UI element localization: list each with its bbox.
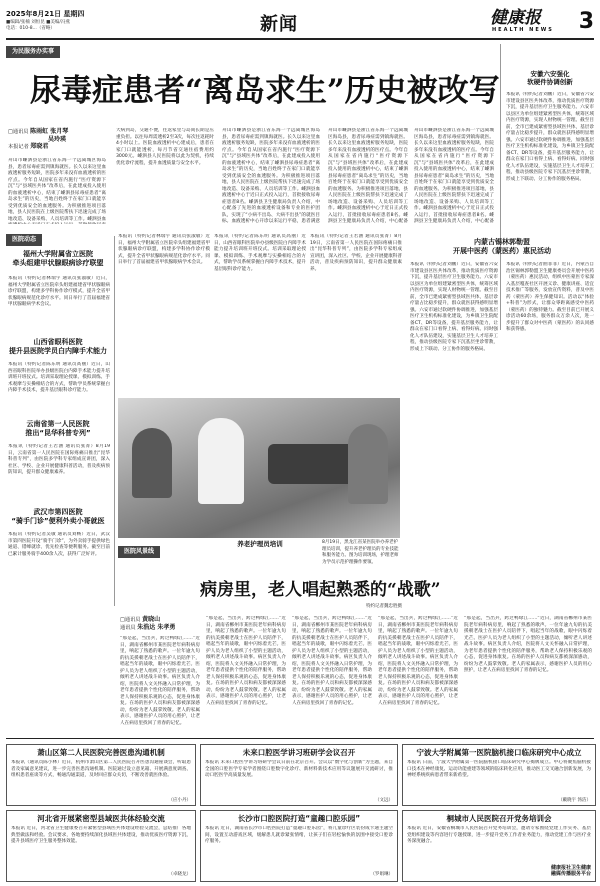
brief-6-title: 桐城市人民医院召开党务培训会 <box>446 814 552 823</box>
bottom-rule <box>6 738 594 739</box>
news-item-1-body: 本报讯（特约记者林瑞宇 通讯员张淑敏）近日，福州大学附属省立医院牵头组建福建省甲状腺眼病诊疗联盟，构建多学科协作诊疗模式，提升全省甲状腺眼病规范化诊疗水平。同日举行了首届福建省甲状腺眼病学术会议。 <box>8 276 110 308</box>
news-item-2-body: 本报讯（特约记者陈东明 通讯员高丽）近日，山西省眼科医院举办县级医院白内障手术能力提升培训班开班仪式。培训采取理论授课、模拟训练、手术观摩与实操相结合的方式，帮助学员系统掌握白内障手术技术，提升基层眼科诊疗能力。 <box>8 362 110 394</box>
footer-logo-line-1: 健康报社卫生健康 <box>550 864 591 871</box>
section-tag-feature: 医院风景线 <box>118 546 160 558</box>
news-item-3-title-2: 推出“昆华科普专列” <box>25 428 91 437</box>
brief-5-credit: （罗娟琳） <box>370 872 393 878</box>
reporter-label: 本报记者 <box>8 144 29 150</box>
news-item-4-body: 本报讯（特约记者吴敏 通讯员刘畅）近日，武汉市第四医院开设“骑手门诊”，为外卖骑手提供绿色通道、错峰就诊、优先检查等便利服务。截至目前已累计服务骑手400余人次，获得广泛好评。 <box>8 532 110 557</box>
brief-2-credit: （文远） <box>375 798 393 804</box>
reporter-name: 郑晓君 <box>30 143 49 150</box>
news-item-4-title <box>6 508 110 526</box>
brief-4-title: 河北省开展紧密型县域医共体经验交流 <box>37 814 165 823</box>
news-item-3-title <box>6 420 110 438</box>
section-tag-hospital-news: 医院动态 <box>6 234 42 246</box>
photo-figure-3 <box>268 444 358 484</box>
news-item-2-title-1: 山西省眼科医院 <box>33 338 83 346</box>
brief-3-title: 宁波大学附属第一医院脑机接口临床研究中心成立 <box>416 748 582 757</box>
brief-2-body: 本报讯 未来口腔医学讲习班研学会议日前在北京召开。会议以“数字化与创新”为主题，来自全国的口腔医学专家学者围绕口腔数字化诊疗、新材料新技术应用等议题展开交流研讨，推动口腔医学高质量发展。 <box>205 760 393 779</box>
phone-line: 电话：010-8...（省略） <box>6 26 55 31</box>
section-tag-service: 为民服务办实事 <box>6 46 60 58</box>
feature-body-2: “那是起，当出兵，跨过鸭绿江……”近日，湖南省郴州市某医院老年病科病房里，响起了熟悉的歌声。一位年逾九旬的抗美援朝老战士在医护人员陪伴下，唱起当年的战歌，眼中闪烁着光芒。医护人员为老人组织了小型的主题活动，倾听老人讲述战斗故事。病区负责人介绍，医院将人文关怀融入日常护理，为老年患者提供个性化的陪伴服务，帮助老人保持积极乐观的心态，促进身体康复。在场的医护人员和病友都被深深感动，纷纷为老人鼓掌致敬。老人的家属表示，感谢医护人员的用心照护，让老人在病房里找回了青春的记忆。 <box>206 616 286 706</box>
photo-label: 养老护理员培训 <box>237 540 283 548</box>
right-middle-body-1: 本报讯（特约记者刘鹏）近日，安徽省六安市建设县区医共体改革，推动优质医疗资源下沉，提升基层医疗卫生服务能力。六安市以县区为单位组建紧密型医共体，统筹区域内医疗资源，实现人财物统一管理。截至目前，全市已建成紧密型县域医共体，基层诊疗量占比稳步提升，群众就医获得感明显增强。六安市通过软硬件协调推进，加强基层医疗卫生机构标准化建设，为乡镇卫生院配备CT、DR等设备，提升基层服务能力，让群众在家门口看得上病、看得好病。同时强化人才队伍建设，实施基层卫生人才培养工程，推动县级医院专家下沉基层坐诊带教，形成上下联动、分工协作的服务格局。 <box>410 262 498 352</box>
right-middle-title-1: 内蒙古锡林郭勒盟 <box>474 238 530 246</box>
header-rule <box>6 38 594 40</box>
footer-logo <box>551 865 591 878</box>
brief-5-body: 本报讯 近日，湖南省长沙市口腔医院打造“童趣口腔乐园”，将儿童诊疗区装扮成卡通主题空间，设置互动游戏区域，缓解患儿就诊紧张情绪，让孩子们在轻松愉快的氛围中接受口腔诊疗服务。 <box>205 826 393 845</box>
feature-byline-label-2: 通讯员 <box>120 624 136 631</box>
lead-body-col5: 舟山市嵊泗县是浙江省东海一个远离城区海岛县，患者尿毒症需到镇海就医。长久以来这里血液透析服务短缺，医院多年来没有血液透析的医疗点。今年自从国家在省内施行“医疗资源下沉”与“县域医共体”改革后，在此建成投入使用的血液透析中心，结束了嵊泗县尿毒症患者“离岛求生”的历史，当地百姓终于在家门口就能享受到优质安全的血透服务。为积极推进项目落地，县人民医院在上级医院帮扶下迅速完成了场地改造、设备采购、人员培训等工作。嵊泗县血液透析中心于近日正式投入运行，首批接收尿毒症患者8名。嵊泗县卫生健康局负责人介绍，中心配备 <box>414 128 494 224</box>
lead-body-col3: 舟山市嵊泗县是浙江省东海一个远离城区海岛县，患者尿毒症需到镇海就医。长久以来这里血液透析服务短缺，医院多年来没有血液透析的医疗点。今年自从国家在省内施行“医疗资源下沉”与“县域医共体”改革后，在此建成投入使用的血液透析中心，结束了嵊泗县尿毒症患者“离岛求生”的历史，当地百姓终于在家门口就能享受到优质安全的血透服务。为积极推进项目落地，县人民医院在上级医院帮扶下迅速完成了场地改造、设备采购、人员培训等工作。嵊泗县血液透析中心于近日正式投入运行，首批接收尿毒症患者8名。嵊泗县卫生健康局负责人介绍，中心配备了先进的血液透析设备和专业的医护团队，实现了“小病不出岛、大病不出县”的就医目标。血液透析中心开诊以来运行平稳，患者满意 <box>222 128 320 224</box>
feature-body-5: “那是起，当出兵，跨过鸭绿江……”近日，湖南省郴州市某医院老年病科病房里，响起了熟悉的歌声。一位年逾九旬的抗美援朝老战士在医护人员陪伴下，唱起当年的战歌，眼中闪烁着光芒。医护人员为老人组织了小型的主题活动，倾听老人讲述战斗故事。病区负责人介绍，医院将人文关怀融入日常护理，为老年患者提供个性化的陪伴服务，帮助老人保持积极乐观的心态，促进身体康复。在场的医护人员和病友都被深深感动，纷纷为老人鼓掌致敬。老人的家属表示，感谢医护人员的用心照护，让老人在病房里找回了青春的记忆。 <box>464 616 592 674</box>
footer-logo-line-2: 融媒传播服务平台 <box>550 870 591 877</box>
brief-box-1 <box>6 744 196 806</box>
byline-names-2: 吴玲瑛 <box>48 135 67 143</box>
lead-body-col2: 大病到岛，交通不便，往返家里与岛间长期是压重负担。以往每周需透析2至3次，每次往返耗时4小时以上。医院血液透析中心建成后，患者在家门口就能透析，每月节省交通住宿费用约3000元。嵊泗县人民医院将以此为契机，持续优化诊疗流程，提升血透质量与安全水平。 <box>116 128 214 166</box>
brief-box-4 <box>6 810 196 882</box>
brief-box-5 <box>200 810 398 882</box>
hospital-news-continued-2: 本报讯（特约记者陈东明 通讯员高丽）近日，山西省眼科医院举办县级医院白内障手术能力提升培训班开班仪式。培训采取理论授课、模拟训练、手术观摩与实操相结合的方式，帮助学员系统掌握白内障手术技术，提升基层眼科诊疗能力。 <box>214 234 306 272</box>
news-item-1-title-1: 福州大学附属省立医院 <box>23 250 93 258</box>
photo-caption: 8月19日，黑龙江省某医院举办养老护理员培训，提升养老护理员的专业技能和服务能力。图为培训现场，护理老师为学员示范护理操作要领。 <box>322 540 399 565</box>
right-top-title <box>506 70 594 86</box>
right-top-title-2: 软硬件协调创新 <box>527 78 573 87</box>
feature-byline-names-2: 朱浩达 朱孝勇 <box>137 623 176 631</box>
news-item-3-body: 本报讯（特约记者王若涵 通讯员张菁）8月19日，云南省第一人民医院在国际疼痛日推出“昆华科普专列”，由医院多学科专家组成宣讲团，深入社区、学校、企业开展健康科普活动，普及疾病预防知识，提升群众健康素养。 <box>8 444 110 476</box>
feature-headline: 病房里，老人唱起熟悉的“战歌” <box>200 580 441 600</box>
brief-3-credit: （戴晓宇 汤洁） <box>558 798 591 804</box>
byline-names: 陈雨虹 张月琴 <box>30 128 69 135</box>
feature-byline-names: 黄晓山 <box>142 616 161 623</box>
brief-6-body: 本报讯 近日，安徽省桐城市人民医院召开党务培训会，邀请专家围绕党建工作实务、基层党组织建设等内容进行专题授课，进一步提升党务工作者业务能力，推动党建工作与医疗业务深度融合。 <box>407 826 591 845</box>
news-item-4-title-1: 武汉市第四医院 <box>33 508 83 516</box>
news-item-4-title-2: “骑手门诊”便利外卖小哥就医 <box>11 516 105 525</box>
photo-figure-1 <box>132 428 172 498</box>
training-photo <box>118 398 400 538</box>
issue-date: 2025年8月21日 星期四 <box>6 10 85 18</box>
feature-body-4: “那是起，当出兵，跨过鸭绿江……”近日，湖南省郴州市某医院老年病科病房里，响起了熟悉的歌声。一位年逾九旬的抗美援朝老战士在医护人员陪伴下，唱起当年的战歌，眼中闪烁着光芒。医护人员为老人组织了小型的主题活动，倾听老人讲述战斗故事。病区负责人介绍，医院将人文关怀融入日常护理，为老年患者提供个性化的陪伴服务，帮助老人保持积极乐观的心态，促进身体康复。在场的医护人员和病友都被深深感动，纷纷为老人鼓掌致敬。老人的家属表示，感谢医护人员的用心照护，让老人在病房里找回了青春的记忆。 <box>378 616 458 706</box>
right-middle-body-2: 本报讯（特约记者曲菲菲）近日，内蒙古自治区锡林郭勒盟卫生健康委员会开展中医药（蒙医药）惠民活动，组织中医蒙医专家深入基层嘎查社区开展义诊、健康讲座、适宜技术推广等服务，发放宣传资料，普及中医药（蒙医药）养生保健知识。活动以“体验+科普”为形式，让群众零距离感受中医药（蒙医药）的独特魅力。截至目前已开展义诊活动60余场，服务群众万余人次，进一步提升了群众对中医药（蒙医药）的认同感和获得感。 <box>506 262 594 333</box>
news-item-3-title-1: 云南省第一人民医院 <box>26 420 90 428</box>
column-divider <box>500 44 501 330</box>
brief-2-title: 未来口腔医学讲习班研学会议召开 <box>242 748 356 757</box>
brief-box-3 <box>402 744 596 806</box>
brief-box-6 <box>402 810 596 882</box>
section-title: 新闻 <box>260 14 298 35</box>
news-item-1-title-2: 牵头组建甲状腺眼病诊疗联盟 <box>12 258 104 267</box>
brief-1-credit: （应小丹） <box>168 798 191 804</box>
feature-body-3: “那是起，当出兵，跨过鸭绿江……”近日，湖南省郴州市某医院老年病科病房里，响起了熟悉的歌声。一位年逾九旬的抗美援朝老战士在医护人员陪伴下，唱起当年的战歌，眼中闪烁着光芒。医护人员为老人组织了小型的主题活动，倾听老人讲述战斗故事。病区负责人介绍，医院将人文关怀融入日常护理，为老年患者提供个性化的陪伴服务，帮助老人保持积极乐观的心态，促进身体康复。在场的医护人员和病友都被深深感动，纷纷为老人鼓掌致敬。老人的家属表示，感谢医护人员的用心照护，让老人在病房里找回了青春的记忆。 <box>292 616 372 706</box>
feature-body-1: “那是起，当出兵，跨过鸭绿江……”近日，湖南省郴州市某医院老年病科病房里，响起了熟悉的歌声。一位年逾九旬的抗美援朝老战士在医护人员陪伴下，唱起当年的战歌，眼中闪烁着光芒。医护人员为老人组织了小型的主题活动，倾听老人讲述战斗故事。病区负责人介绍，医院将人文关怀融入日常护理，为老年患者提供个性化的陪伴服务，帮助老人保持积极乐观的心态，促进身体康复。在场的医护人员和病友都被深深感动，纷纷为老人鼓掌致敬。老人的家属表示，感谢医护人员的用心照护，让老人在病房里找回了青春的记忆。 <box>120 636 200 726</box>
right-middle-title <box>410 238 594 256</box>
right-top-body: 本报讯（特约记者刘鹏）近日，安徽省六安市建设县区医共体改革，推动优质医疗资源下沉，提升基层医疗卫生服务能力。六安市以县区为单位组建紧密型医共体，统筹区域内医疗资源，实现人财物统一管理。截至目前，全市已建成紧密型县域医共体，基层诊疗量占比稳步提升，群众就医获得感明显增强。六安市通过软硬件协调推进，加强基层医疗卫生机构标准化建设，为乡镇卫生院配备CT、DR等设备，提升基层服务能力，让群众在家门口看得上病、看得好病。同时强化人才队伍建设，实施基层卫生人才培养工程，推动县级医院专家下沉基层坐诊带教，形成上下联动、分工协作的服务格局。 <box>506 92 594 182</box>
brief-4-credit: （卓晓龙） <box>168 872 191 878</box>
brief-5-title: 长沙市口腔医院打造“童趣口腔乐园” <box>237 814 361 823</box>
column-divider-left <box>114 236 115 606</box>
right-middle-title-2: 开展中医药（蒙医药）惠民活动 <box>453 246 551 255</box>
lead-headline: 尿毒症患者“离岛求生”历史被改写 <box>30 73 500 109</box>
logo-text: 健康报 <box>490 8 541 28</box>
brief-1-body: 本报讯（通讯员陈小林）近日，杭州市萧山区第二人民医院召开医患沟通座谈会，听取患者及家属意见建议，进一步完善医患沟通机制。医院通过设立意见箱、开展满意度调查、组织患者座谈等方式，畅通沟通渠道，及时回应群众关切，不断改善就医体验。 <box>11 760 191 779</box>
brief-box-2 <box>200 744 398 806</box>
brief-1-title: 萧山区第二人民医院完善医患沟通机制 <box>37 748 165 757</box>
news-item-2-title <box>6 338 110 356</box>
photo-figure-2 <box>198 418 244 504</box>
byline-label: □通讯员 <box>8 129 29 135</box>
right-top-title-1: 安徽六安强化 <box>530 70 570 78</box>
lead-body-col4: 舟山市嵊泗县是浙江省东海一个远离城区海岛县，患者尿毒症需到镇海就医。长久以来这里血液透析服务短缺，医院多年来没有血液透析的医疗点。今年自从国家在省内施行“医疗资源下沉”与“县域医共体”改革后，在此建成投入使用的血液透析中心，结束了嵊泗县尿毒症患者“离岛求生”的历史，当地百姓终于在家门口就能享受到优质安全的血透服务。为积极推进项目落地，县人民医院在上级医院帮扶下迅速完成了场地改造、设备采购、人员培训等工作。嵊泗县血液透析中心于近日正式投入运行，首批接收尿毒症患者8名。嵊泗县卫生健康局负责人介绍，中心配备 <box>328 128 408 224</box>
lead-byline <box>8 128 104 151</box>
page-number: 3 <box>578 9 594 34</box>
photo-figure-4 <box>348 424 388 504</box>
brief-3-body: 本报讯 日前，宁波大学附属第一医院脑机接口临床研究中心揭牌成立。中心将聚焦脑机接口技术在神经康复、运动功能重建等领域的临床转化应用，推动医工交叉融合创新发展，为神经系统疾病患者带来新希望。 <box>407 760 591 779</box>
feature-byline-label: □通讯员 <box>120 617 141 623</box>
editor-line: ■编辑/张楠 刘恒昆 ■美编/冯燕 <box>6 20 70 25</box>
masthead-logo <box>490 8 594 34</box>
news-item-1-title <box>6 250 110 268</box>
photo-credit: 特约记者魏忠胜摄 <box>366 604 402 609</box>
news-item-2-title-2: 提升县医院学员白内障手术能力 <box>9 346 107 355</box>
hospital-news-continued-3: 本报讯（特约记者王若涵 通讯员张菁）8月19日，云南省第一人民医院在国际疼痛日推出“昆华科普专列”，由医院多学科专家组成宣讲团，深入社区、学校、企业开展健康科普活动，普及疾病预防知识，提升群众健康素养。 <box>310 234 402 272</box>
lead-body: 舟山市嵊泗县是浙江省东海一个远离城区海岛县，患者尿毒症需到镇海就医。长久以来这里血液透析服务短缺，医院多年来没有血液透析的医疗点。今年自从国家在省内施行“医疗资源下沉”与“县域医共体”改革后，在此建成投入使用的血液透析中心，结束了嵊泗县尿毒症患者“离岛求生”的历史，当地百姓终于在家门口就能享受到优质安全的血透服务。为积极推进项目落地，县人民医院在上级医院帮扶下迅速完成了场地改造、设备采购、人员培训等工作。嵊泗县血 <box>8 158 106 222</box>
brief-4-body: 本报讯 近日，河北省卫生健康委召开紧密型县域医共体建设经验交流会，总结推广各地典型做法和经验。会议要求，各地要持续深化县域医共体建设，推动优质医疗资源下沉，提升县域医疗卫生服务整体效能。 <box>11 826 191 845</box>
logo-subtitle: HEALTH NEWS <box>492 27 554 33</box>
hospital-news-continued-1: 本报讯（特约记者林瑞宇 通讯员张淑敏）近日，福州大学附属省立医院牵头组建福建省甲状腺眼病诊疗联盟，构建多学科协作诊疗模式，提升全省甲状腺眼病规范化诊疗水平。同日举行了首届福建省甲状腺眼病学术会议。 <box>118 234 210 266</box>
